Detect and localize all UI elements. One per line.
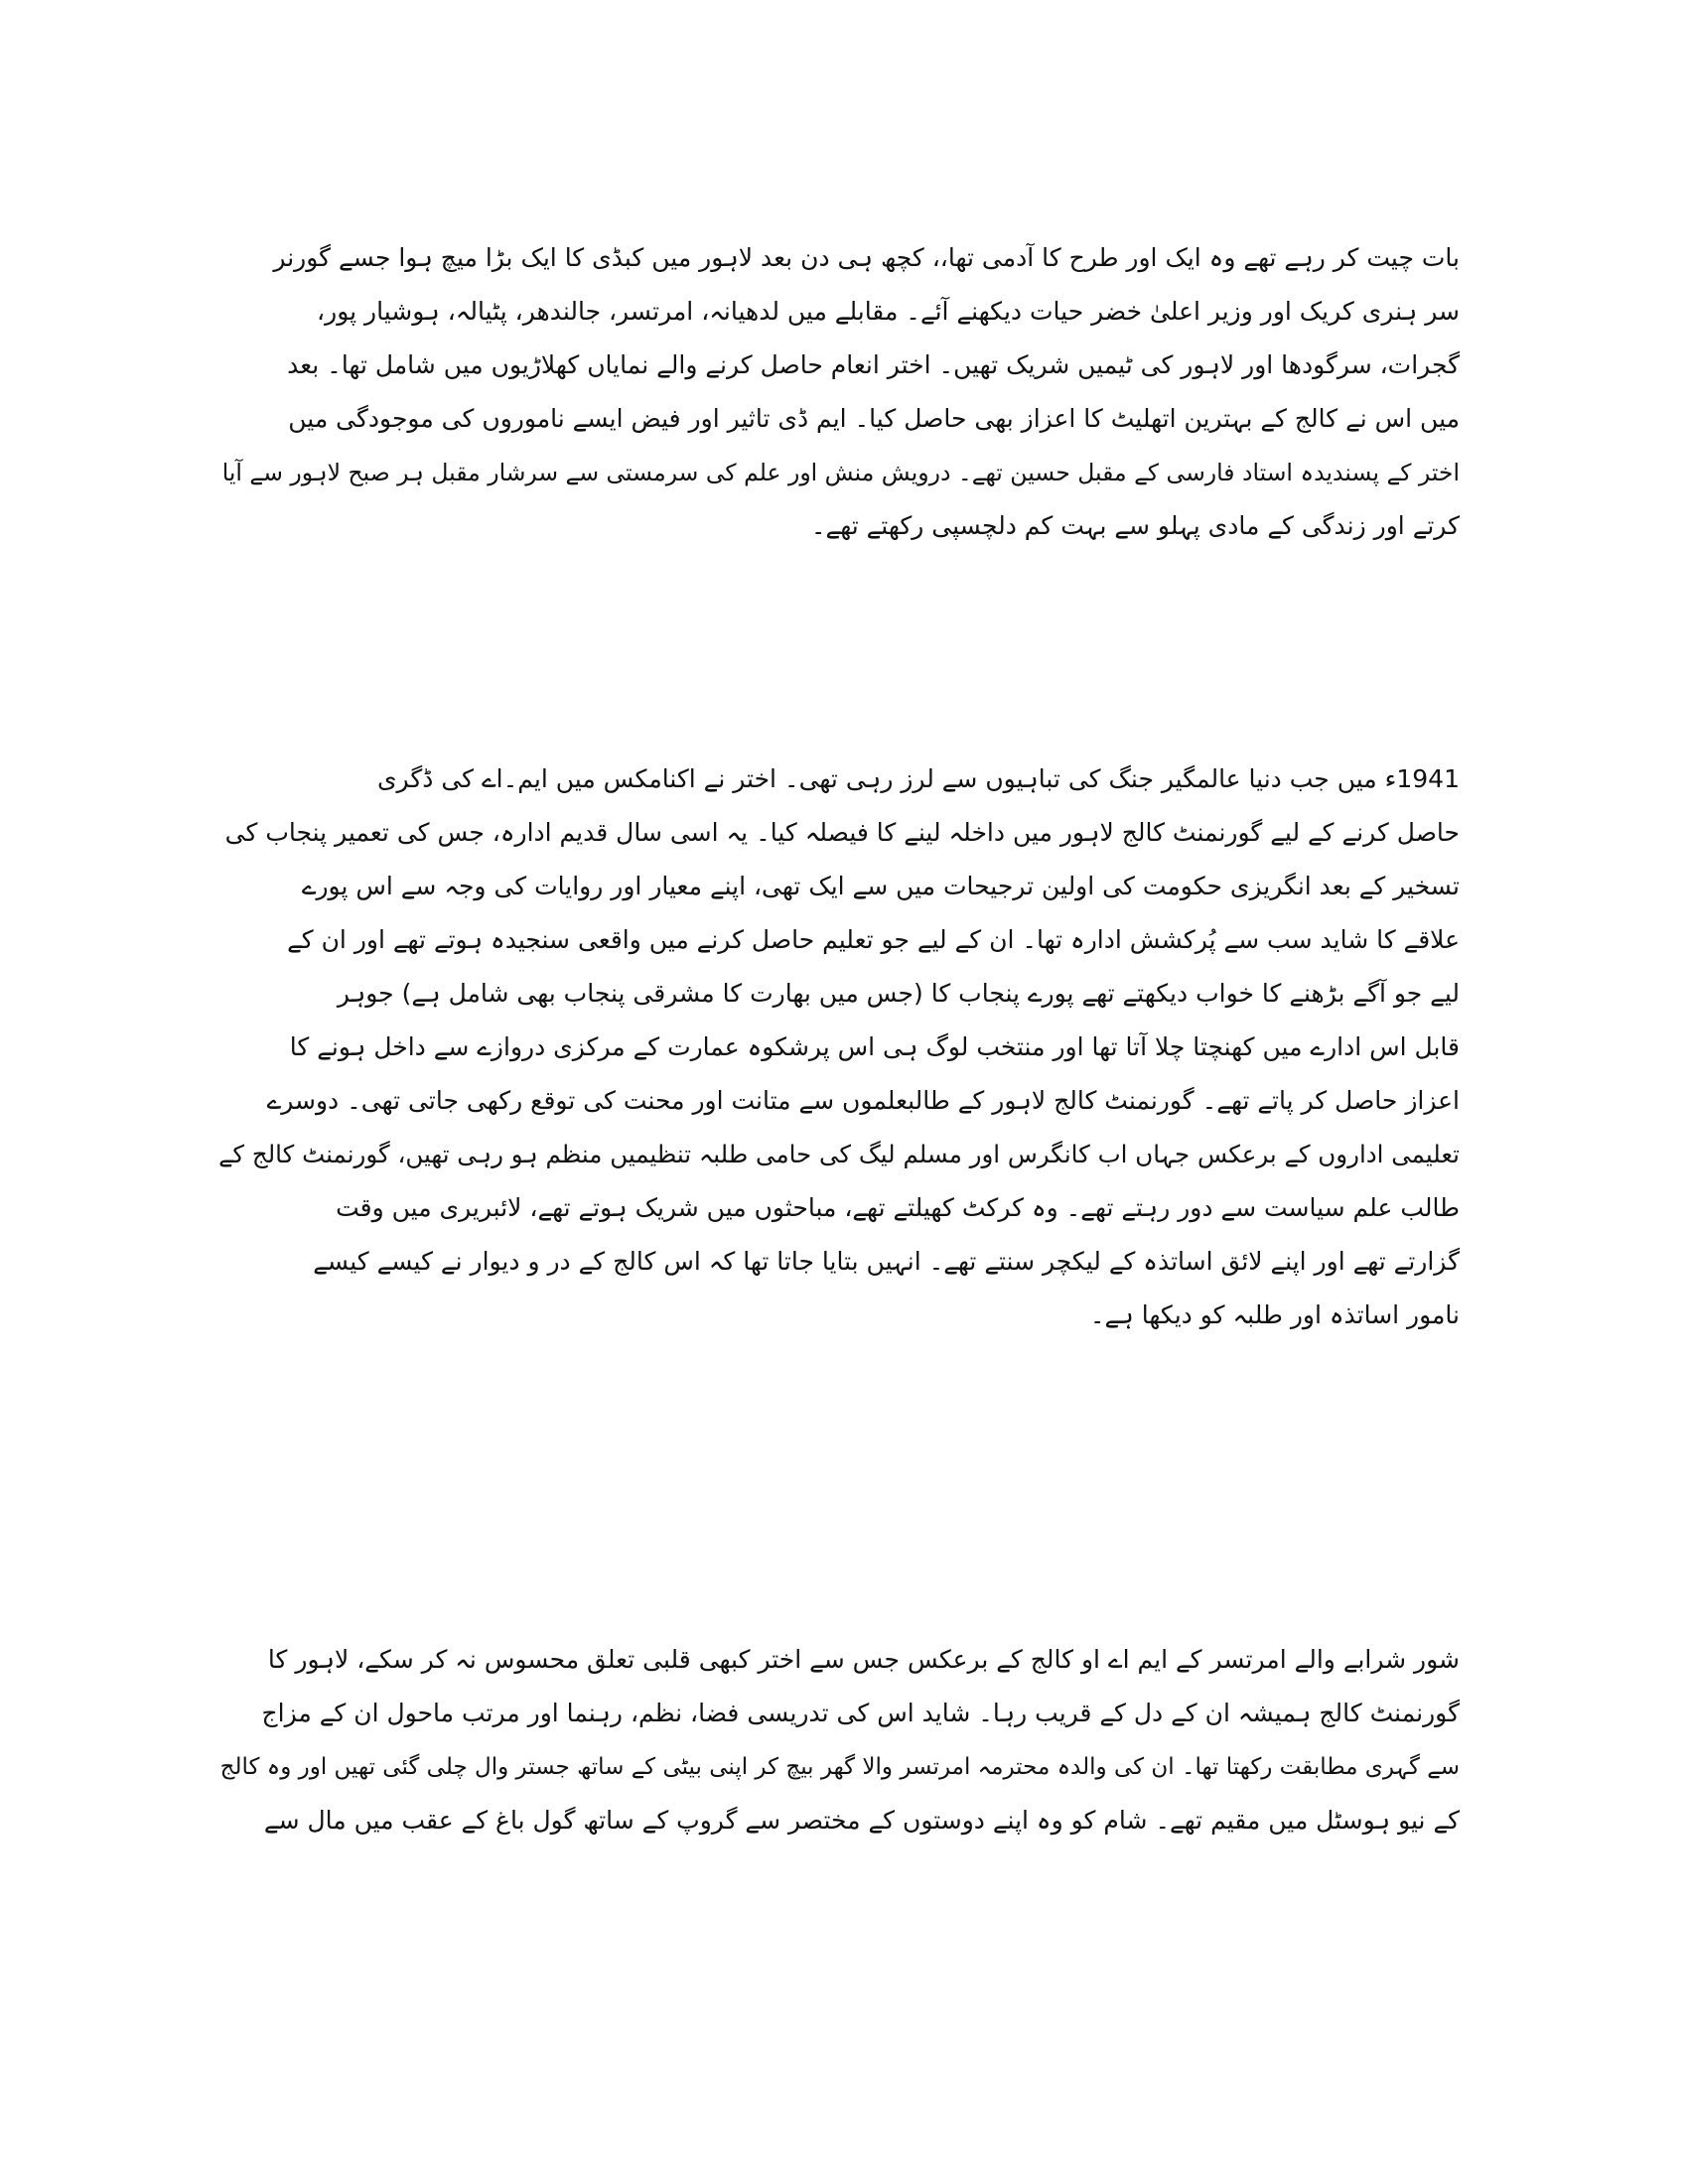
paragraph-line: بات چیت کر رہے تھے وہ ایک اور طرح کا آدمی تھا،، کچھ ہی دن بعد لاہور میں کبڈی کا ایک بڑا میچ ہوا جسے گورنر — [273, 243, 1460, 272]
paragraph-line: نامور اساتذہ اور طلبہ کو دیکھا ہے۔ — [1089, 1300, 1460, 1329]
paragraph-line: کے نیو ہوسٹل میں مقیم تھے۔ شام کو وہ اپنے دوستوں کے مختصر سے گروپ کے ساتھ گول باغ کے عقب میں مال سے — [263, 1806, 1460, 1835]
paragraph-line: تسخیر کے بعد انگریزی حکومت کی اولین ترجیحات میں سے ایک تھی، اپنے معیار اور روایات کی وجہ سے اس پورے — [301, 872, 1460, 900]
paragraph-3 — [216, 1633, 1460, 1847]
paragraph-line: 1941ء میں جب دنیا عالمگیر جنگ کی تباہیوں سے لرز رہی تھی۔ اختر نے اکنامکس میں ایم۔اے کی ڈگری — [376, 764, 1460, 793]
paragraph-1 — [216, 231, 1460, 553]
paragraph-line: گورنمنٹ کالج ہمیشہ ان کے دل کے قریب رہا۔ شاید اس کی تدریسی فضا، نظم، رہنما اور مرتب ماحول ان کے مزاج — [261, 1699, 1460, 1727]
paragraph-line: طالب علم سیاست سے دور رہتے تھے۔ وہ کرکٹ کھیلتے تھے، مباحثوں میں شریک ہوتے تھے، لائبریری میں وقت — [336, 1193, 1460, 1222]
paragraph-line: سر ہنری کریک اور وزیر اعلیٰ خضر حیات دیکھنے آئے۔ مقابلے میں لدھیانہ، امرتسر، جالندھر، پٹیالہ، ہوشیار پور، — [317, 297, 1460, 326]
paragraph-line: علاقے کا شاید سب سے پُرکشش ادارہ تھا۔ ان کے لیے جو تعلیم حاصل کرنے میں واقعی سنجیدہ ہوتے تھے اور ان کے — [287, 925, 1460, 954]
paragraph-line: سے گہری مطابقت رکھتا تھا۔ ان کی والدہ محترمہ امرتسر والا گھر بیچ کر اپنی بیٹی کے ساتھ جستر وال چلی گئی تھیں اور وہ کالج — [219, 1754, 1460, 1780]
paragraph-line: کرتے اور زندگی کے مادی پہلو سے بہت کم دلچسپی رکھتے تھے۔ — [810, 511, 1460, 540]
paragraph-line: لیے جو آگے بڑھنے کا خواب دیکھتے تھے پورے پنجاب کا (جس میں بھارت کا مشرقی پنجاب بھی شامل ہے) جوہر — [337, 979, 1460, 1008]
paragraph-line: قابل اس ادارے میں کھنچتا چلا آتا تھا اور منتخب لوگ ہی اس پرشکوہ عمارت کے مرکزی دروازے سے داخل ہونے کا — [289, 1032, 1460, 1061]
paragraph-line: حاصل کرنے کے لیے گورنمنٹ کالج لاہور میں داخلہ لینے کا فیصلہ کیا۔ یہ اسی سال قدیم ادارہ، جس کی تعمیر پنجاب کی — [224, 818, 1460, 847]
paragraph-line: گزارتے تھے اور اپنے لائق اساتذہ کے لیکچر سنتے تھے۔ انہیں بتایا جاتا تھا کہ اس کالج کے در و دیوار نے کیسے کیسے — [313, 1247, 1460, 1276]
paragraph-2 — [216, 752, 1460, 1342]
paragraph-line: تعلیمی اداروں کے برعکس جہاں اب کانگرس اور مسلم لیگ کی حامی طلبہ تنظیمیں منظم ہو رہی تھیں، گورنمنٹ کالج کے — [218, 1140, 1460, 1168]
paragraph-line: اختر کے پسندیدہ استاد فارسی کے مقبل حسین تھے۔ درویش منش اور علم کی سرمستی سے سرشار مقبل ہر صبح لاہور سے آیا — [221, 459, 1460, 486]
paragraph-line: میں اس نے کالج کے بہترین اتھلیٹ کا اعزاز بھی حاصل کیا۔ ایم ڈی تاثیر اور فیض ایسے ناموروں کی موجودگی میں — [288, 404, 1460, 433]
paragraph-line: گجرات، سرگودھا اور لاہور کی ٹیمیں شریک تھیں۔ اختر انعام حاصل کرنے والے نمایاں کھلاڑیوں میں شامل تھا۔ بعد — [287, 350, 1460, 379]
paragraph-line: شور شرابے والے امرتسر کے ایم اے او کالج کے برعکس جس سے اختر کبھی قلبی تعلق محسوس نہ کر سکے، لاہور کا — [267, 1645, 1460, 1674]
paragraph-line: اعزاز حاصل کر پاتے تھے۔ گورنمنٹ کالج لاہور کے طالبعلموں سے متانت اور محنت کی توقع رکھی جاتی تھی۔ دوسرے — [266, 1086, 1460, 1115]
